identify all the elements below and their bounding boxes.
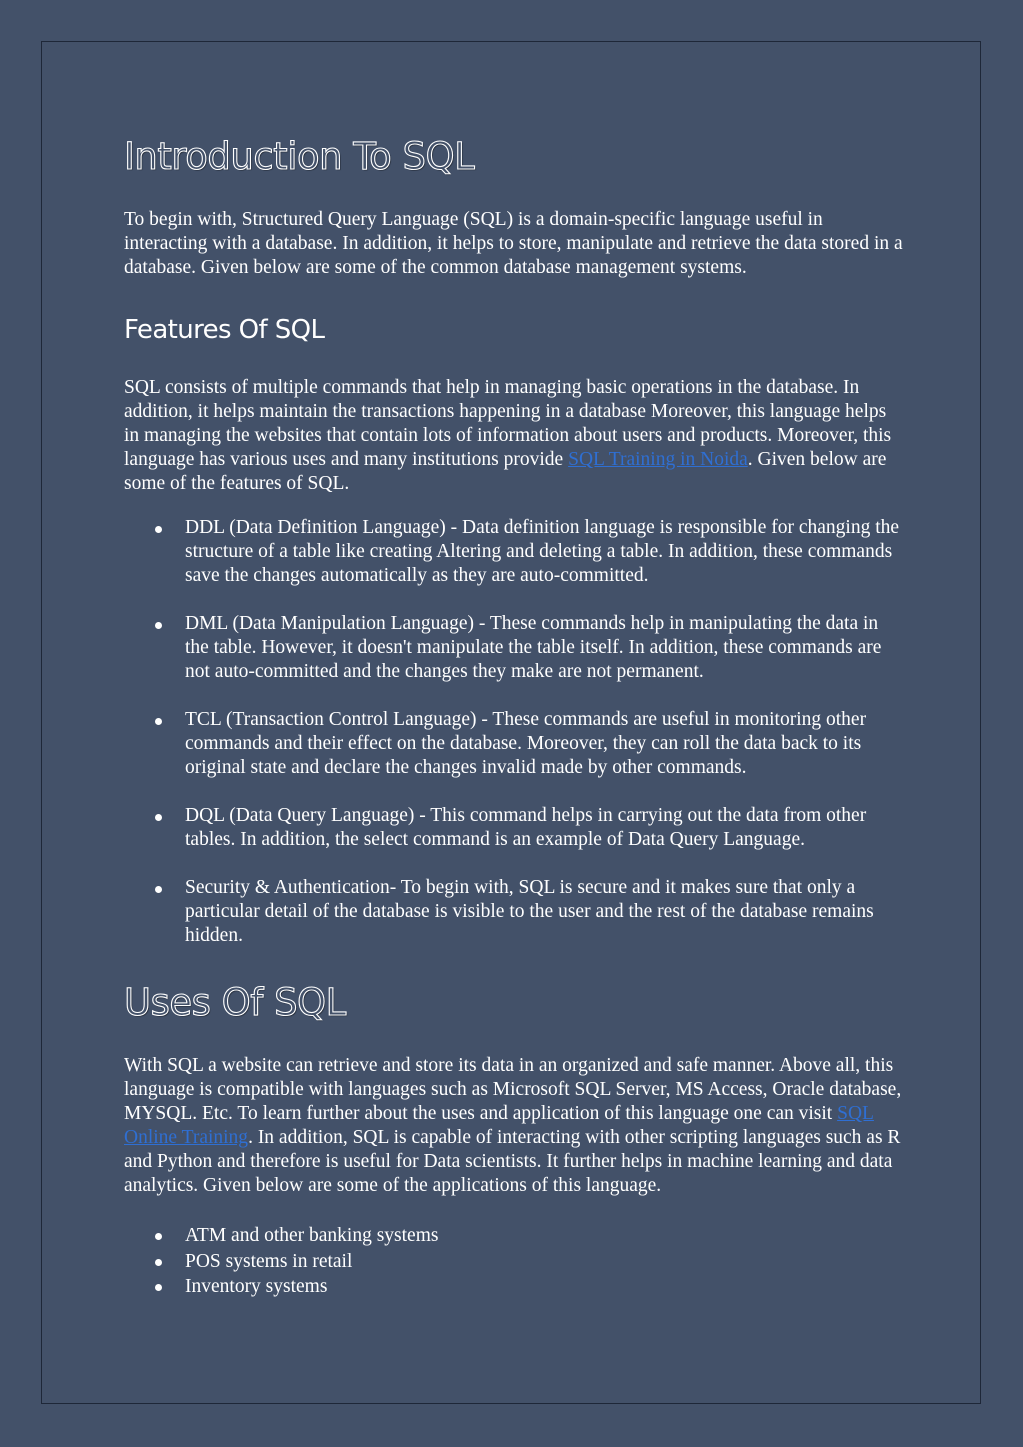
intro-paragraph: To begin with, Structured Query Language (SQL) is a domain-specific language useful in interacting with a database. In addition, it helps to store, manipulate and retrieve the data stored in a database. Given below are some of the common database management systems. xyxy=(124,209,903,278)
list-item xyxy=(124,876,904,948)
bullet-icon xyxy=(155,526,162,533)
list-item-text: Inventory systems xyxy=(185,1276,328,1297)
bullet-icon xyxy=(155,1259,162,1266)
bullet-icon xyxy=(155,718,162,725)
document-content xyxy=(124,128,904,1300)
list-item xyxy=(124,708,904,780)
intro-heading: Introduction To SQL xyxy=(124,135,475,178)
uses-list xyxy=(124,1223,904,1300)
list-item-text: DQL (Data Query Language) - This command helps in carrying out the data from other tables. In addition, the select command is an example of Data Query Language. xyxy=(185,805,867,850)
list-item-text: Security & Authentication- To begin with, SQL is secure and it makes sure that only a particular detail of the database is visible to the user and the rest of the database remains hidden. xyxy=(185,877,874,946)
uses-paragraph-start: With SQL a website can retrieve and store its data in an organized and safe manner. Above all, this language is compatible with languages such as Microsoft SQL Server, MS Access, Oracle database, MYSQL. Etc. To learn further about the uses and application of this language one can visit xyxy=(124,1055,902,1124)
uses-heading: Uses Of SQL xyxy=(124,981,346,1024)
bullet-icon xyxy=(155,1284,162,1291)
list-item xyxy=(124,1274,904,1300)
list-item xyxy=(124,1223,904,1249)
bullet-icon xyxy=(155,814,162,821)
features-heading: Features Of SQL xyxy=(124,315,325,345)
list-item xyxy=(124,516,904,588)
features-list xyxy=(124,516,904,948)
list-item-text: DDL (Data Definition Language) - Data definition language is responsible for changing the structure of a table like creating Altering and deleting a table. In addition, these commands save the changes automatically as they are auto-committed. xyxy=(185,517,900,586)
list-item-text: ATM and other banking systems xyxy=(185,1225,439,1246)
list-item-text: DML (Data Manipulation Language) - These commands help in manipulating the data in the table. However, it doesn't manipulate the table itself. In addition, these commands are not auto-committed and the changes they make are not permanent. xyxy=(185,613,882,682)
bullet-icon xyxy=(155,886,162,893)
list-item xyxy=(124,612,904,684)
bullet-icon xyxy=(155,1233,162,1240)
list-item xyxy=(124,804,904,852)
list-item xyxy=(124,1249,904,1275)
list-item-text: TCL (Transaction Control Language) - These commands are useful in monitoring other commands and their effect on the database. Moreover, they can roll the data back to its original state and declare the changes invalid made by other commands. xyxy=(185,709,867,778)
features-paragraph xyxy=(124,376,904,496)
list-item-text: POS systems in retail xyxy=(185,1250,353,1272)
features-paragraph-end: . Given below are some of the features of SQL. xyxy=(124,449,887,494)
uses-paragraph xyxy=(124,1054,904,1198)
sql-online-training-link[interactable]: SQL Online Training xyxy=(124,1103,874,1148)
sql-training-noida-link[interactable]: SQL Training in Noida xyxy=(568,449,748,470)
uses-paragraph-end: . In addition, SQL is capable of interacting with other scripting languages such as R and Python and therefore is useful for Data scientists. It further helps in machine learning and data analytics. Given below are some of the applications of this language. xyxy=(124,1127,901,1196)
bullet-icon xyxy=(155,622,162,629)
features-paragraph-start: SQL consists of multiple commands that help in managing basic operations in the database. In addition, it helps maintain the transactions happening in a database Moreover, this language helps in managing the websites that contain lots of information about users and products. Moreover, this language has various uses and many institutions provide xyxy=(124,377,892,470)
